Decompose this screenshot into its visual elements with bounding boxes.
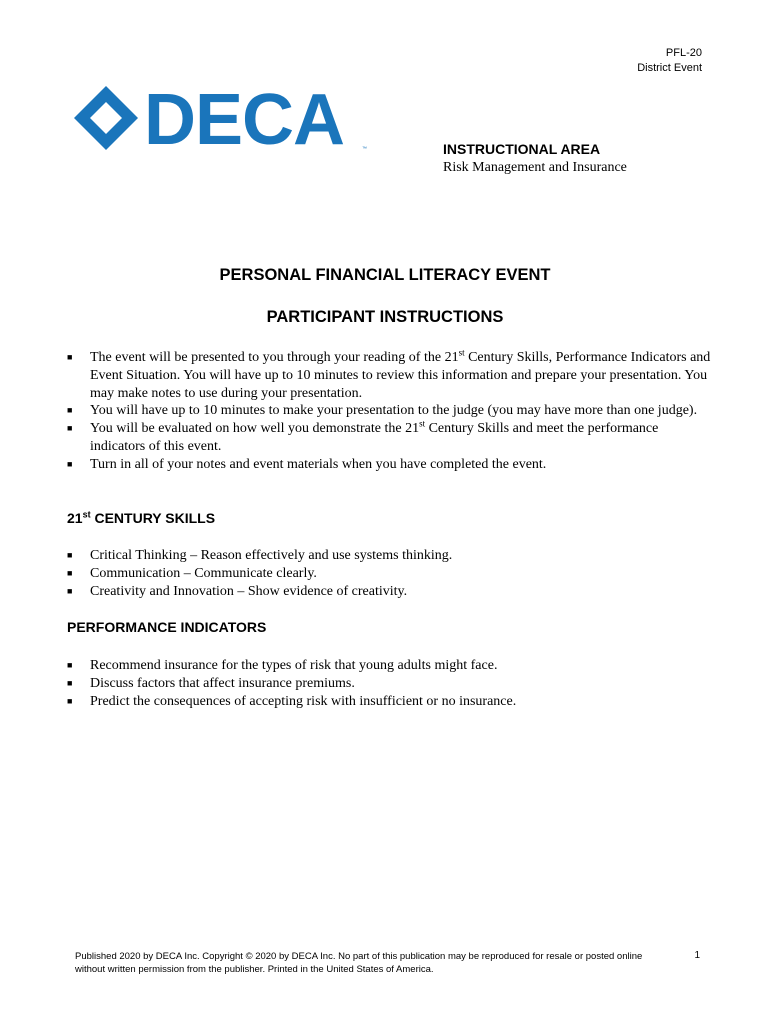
deca-diamond-icon <box>74 86 138 150</box>
instruction-sup: st <box>458 347 465 358</box>
instruction-sup: st <box>419 418 426 429</box>
bullet-icon: ■ <box>67 660 73 670</box>
performance-indicator-item <box>67 657 717 675</box>
event-level: District Event <box>637 62 702 74</box>
instruction-text: The event will be presented to you through your reading of the 21 <box>90 350 459 365</box>
skill-text: Creativity and Innovation – Show evidence of creativity. <box>90 583 408 599</box>
performance-indicator-item <box>67 693 717 711</box>
skill-item <box>67 547 717 565</box>
instructional-area-value: Risk Management and Insurance <box>443 160 627 175</box>
instruction-item <box>67 456 717 474</box>
document-code-block <box>637 46 702 76</box>
event-code: PFL-20 <box>665 47 702 59</box>
skill-text: Communication – Communicate clearly. <box>90 565 317 581</box>
instructional-area <box>443 140 627 177</box>
bullet-icon: ■ <box>67 405 73 416</box>
performance-indicator-text: Discuss factors that affect insurance premiums. <box>90 675 355 691</box>
performance-indicators-heading: PERFORMANCE INDICATORS <box>67 619 267 635</box>
skill-item <box>67 583 717 601</box>
deca-logo-text: DECA <box>144 84 345 152</box>
bullet-icon: ■ <box>67 567 73 578</box>
instruction-text: Turn in all of your notes and event materials when you have completed the event. <box>90 456 547 472</box>
participant-instructions-title: PARTICIPANT INSTRUCTIONS <box>266 308 504 326</box>
bullet-icon: ■ <box>67 423 73 434</box>
footer-copyright: Published 2020 by DECA Inc. Copyright © 2020 by DECA Inc. No part of this publication may be reproduced for resale or posted online without written permission from the publisher. Printed in the United States of America. <box>75 951 643 975</box>
skill-item <box>67 565 717 583</box>
performance-indicator-text: Recommend insurance for the types of risk that young adults might face. <box>90 658 498 673</box>
bullet-icon: ■ <box>67 352 73 362</box>
bullet-icon: ■ <box>67 550 73 560</box>
performance-indicator-text: Predict the consequences of accepting risk with insufficient or no insurance. <box>90 693 517 709</box>
instruction-item <box>67 349 717 402</box>
bullet-icon: ■ <box>67 695 73 706</box>
skills-list <box>67 547 717 600</box>
bullet-icon: ■ <box>67 585 73 596</box>
page-number: 1 <box>694 950 700 961</box>
skill-text: Critical Thinking – Reason effectively and use systems thinking. <box>90 548 453 563</box>
instructions-list <box>67 349 717 474</box>
instruction-item <box>67 402 717 420</box>
instructional-area-label: INSTRUCTIONAL AREA <box>443 141 601 157</box>
performance-indicators-list <box>67 657 717 710</box>
event-title: PERSONAL FINANCIAL LITERACY EVENT <box>219 266 551 284</box>
skills-heading-sup: st <box>82 509 91 520</box>
trademark-mark: ™ <box>362 146 367 152</box>
performance-indicator-item <box>67 675 717 693</box>
instruction-text-cont: Century Skills and meet the performance indicators of this event. <box>90 421 659 454</box>
instruction-item <box>67 420 717 456</box>
skills-heading-text: CENTURY SKILLS <box>90 510 216 526</box>
instruction-text: You will have up to 10 minutes to make your presentation to the judge (you may have more than one judge). <box>90 403 698 419</box>
deca-logo <box>72 84 372 152</box>
skills-heading-number: 21 <box>67 510 83 526</box>
bullet-icon: ■ <box>67 458 73 469</box>
instruction-text-cont: Century Skills, Performance Indicators and Event Situation. You will have up to 10 minutes to review this information and prepare your presentation. You may make notes to use during your presentation. <box>90 350 711 401</box>
skills-heading <box>67 510 215 526</box>
bullet-icon: ■ <box>67 677 73 688</box>
instruction-text: You will be evaluated on how well you demonstrate the 21 <box>90 421 420 437</box>
